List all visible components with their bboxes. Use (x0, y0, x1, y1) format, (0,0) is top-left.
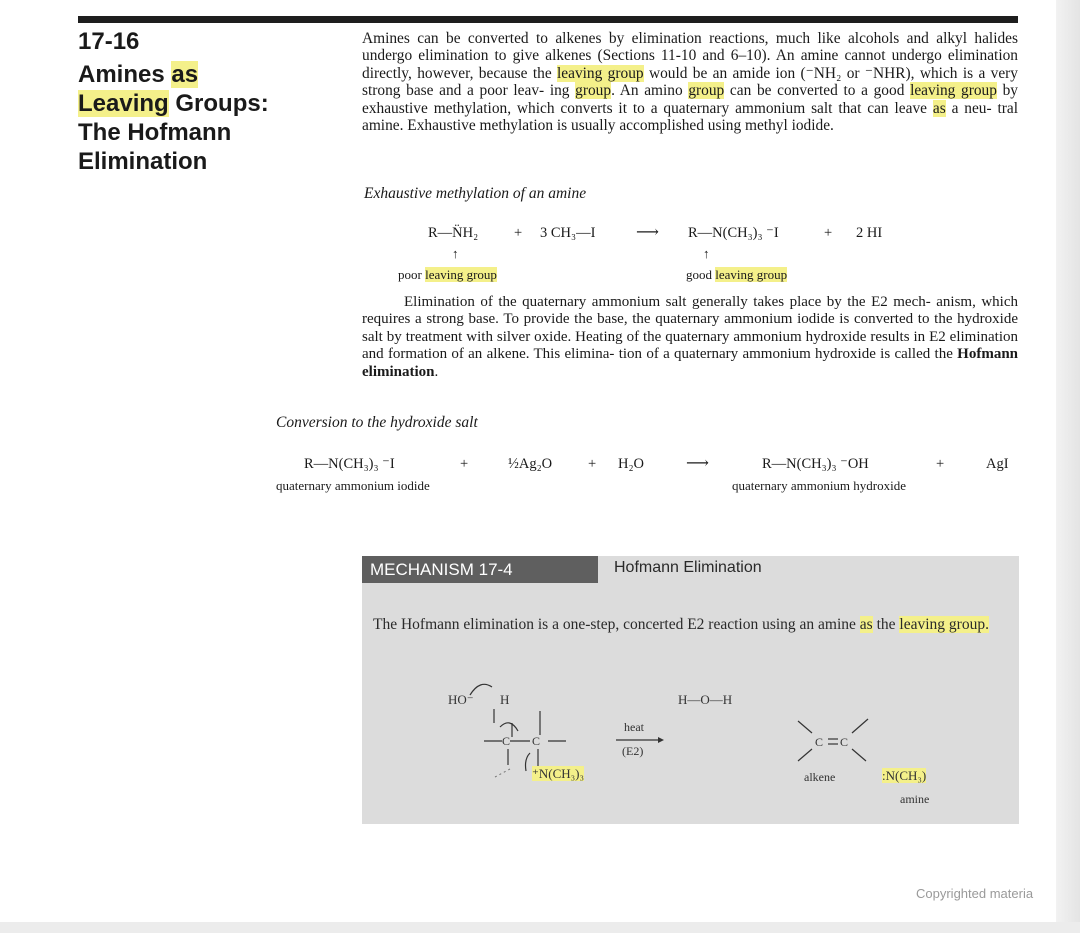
elimination-paragraph: Elimination of the quaternary ammonium salt generally takes place by the E2 mech- anism, which requires a strong base. To provide the base, the quaternary ammonium iodide is converted to the hydroxide salt by treatment with silver oxide. Heating of the quaternary ammonium hydroxide results in E2 elimination and formation of an alkene. This elimina- tion of a quaternary ammonium hydroxide is called the Hofmann elimination. (362, 294, 1018, 380)
methylation-byproduct: 2 HI (856, 225, 883, 241)
intro-paragraph: Amines can be converted to alkenes by elimination reactions, much like alcohols and alkyl halides undergo elimination to give alkenes (Sections 11-10 and 6–10). An amine cannot undergo elimination directly, however, because the leaving group would be an amide ion (⁻NH₂ or ⁻NHR), which is a very strong base and a poor leav- ing group. An amino group can be converted to a good leaving group by exhaustive methylation, which converts it to a quaternary ammonium salt that can leave as a neu- tral amine. Exhaustive methylation is usually accomplished using methyl iodide. (362, 30, 1018, 135)
label-good-leaving-group: good leaving group (686, 267, 788, 282)
beta-hydrogen: H (500, 692, 510, 707)
svg-text:C: C (815, 735, 824, 749)
section-number: 17-16 (78, 28, 140, 55)
label-quaternary-ammonium-iodide: quaternary ammonium iodide (276, 478, 430, 493)
methylation-plus-1: + (514, 225, 523, 241)
reaction-arrow: ⟶ (686, 455, 709, 472)
mechanism-description: The Hofmann elimination is a one-step, concerted E2 reaction using an amine as the leaving group. (373, 616, 989, 633)
conversion-reagent-2: H₂O (618, 456, 644, 472)
hydroxide-ion: HO⁻ (448, 692, 474, 707)
alkene-label: alkene (804, 770, 836, 784)
methylation-heading: Exhaustive methylation of an amine (364, 185, 587, 202)
conversion-plus-1: + (460, 456, 469, 472)
methylation-reagent: 3 CH₃—I (540, 225, 596, 241)
conversion-reactant: R—N(CH₃)₃ ⁻I (304, 456, 395, 472)
methylation-plus-2: + (824, 225, 833, 241)
reaction-arrow: ⟶ (636, 224, 659, 241)
label-quaternary-ammonium-hydroxide: quaternary ammonium hydroxide (732, 478, 907, 493)
e2-label: (E2) (622, 744, 644, 758)
trimethylammonium-group: ⁺N(CH₃)₃ (532, 766, 585, 781)
conversion-reagent-1: ½Ag₂O (508, 456, 553, 472)
conversion-plus-2: + (588, 456, 597, 472)
heat-label: heat (624, 720, 644, 734)
amine-product: :N(CH₃) (882, 768, 927, 783)
conversion-heading: Conversion to the hydroxide salt (276, 414, 478, 431)
up-arrow-icon: ↑ (703, 246, 710, 261)
mechanism-subheading: Hofmann Elimination (614, 559, 762, 576)
conversion-byproduct: AgI (986, 456, 1009, 472)
methylation-product: R—N(CH₃)₃ ⁻I (688, 225, 779, 241)
section-title: Amines as Leaving Groups: The Hofmann Elimination (78, 61, 269, 175)
svg-text:C: C (840, 735, 849, 749)
label-poor-leaving-group: poor leaving group (398, 267, 497, 282)
mechanism-diagram (440, 665, 1020, 825)
page-bottom-edge (0, 922, 1080, 933)
methylation-reactant: R—N̈H₂ (428, 225, 479, 241)
copyright-notice: Copyrighted materia (916, 886, 1034, 901)
up-arrow-icon: ↑ (452, 246, 459, 261)
svg-text:C: C (532, 734, 541, 748)
conversion-product: R—N(CH₃)₃ ⁻OH (762, 456, 869, 472)
page-edge-shadow (1056, 0, 1080, 933)
svg-text:C: C (502, 734, 511, 748)
water-product: H—O—H (678, 692, 733, 707)
amine-label: amine (900, 792, 930, 806)
section-rule (78, 16, 1018, 23)
mechanism-heading: MECHANISM 17-4 (362, 556, 598, 583)
conversion-plus-3: + (936, 456, 945, 472)
